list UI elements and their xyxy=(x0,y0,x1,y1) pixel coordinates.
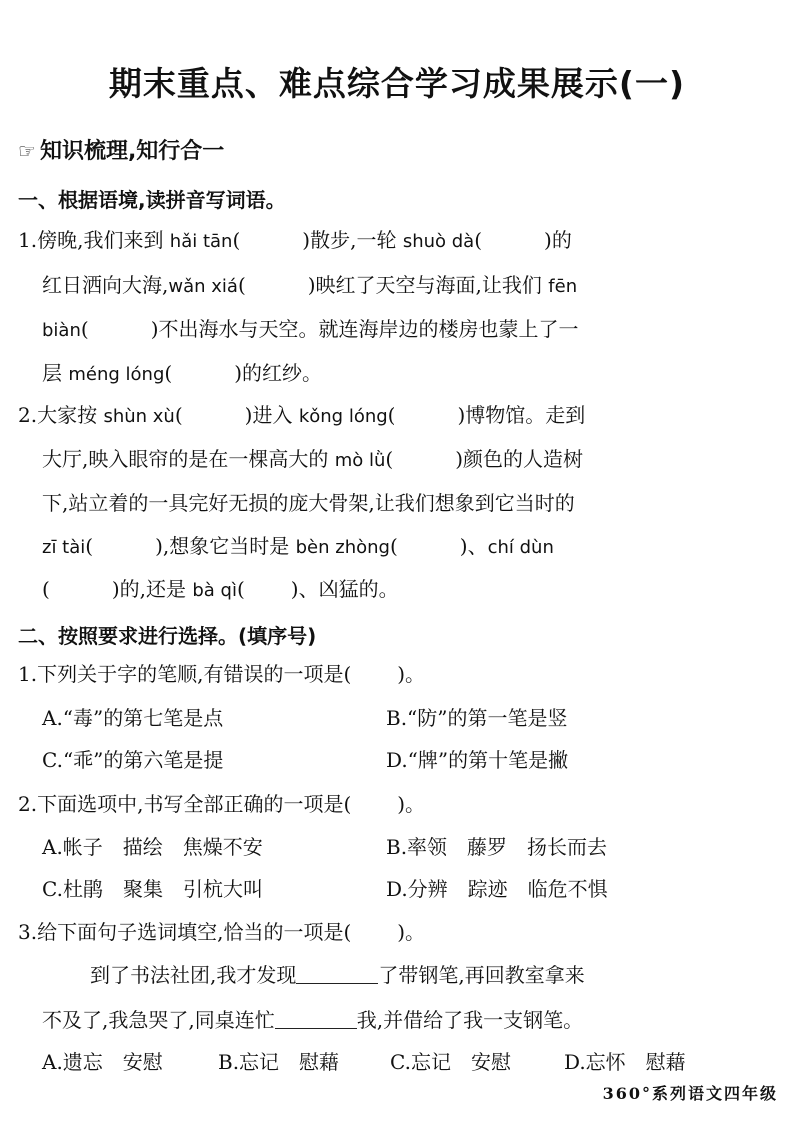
p2-q1-option-b: B.“防”的第一笔是竖 xyxy=(386,706,568,730)
page-title: 期末重点、难点综合学习成果展示(一) xyxy=(108,64,686,103)
p2-q1-option-d: D.“牌”的第十笔是撇 xyxy=(386,748,569,772)
p2-q1-option-a: A.“毒”的第七笔是点 xyxy=(42,706,224,730)
fill-blank-2[interactable] xyxy=(275,1010,357,1029)
pointing-hand-icon: ☞ xyxy=(18,139,36,163)
q2-line-1: 2.大家按 shùn xù( )进入 kǒng lóng( )博物馆。走到 xyxy=(18,403,586,427)
q2-line-5: ( )的,还是 bà qì( )、凶猛的。 xyxy=(42,577,399,601)
fill-blank-1[interactable] xyxy=(296,965,378,984)
p2-q2-option-a: A.帐子 描绘 焦燥不安 xyxy=(42,835,263,859)
p2-q3-option-c: C.忘记 安慰 xyxy=(390,1050,511,1074)
series-footer: 360°系列语文四年级 xyxy=(602,1084,778,1103)
q1-line-2: 红日洒向大海,wǎn xiá( )映红了天空与海面,让我们 fēn xyxy=(42,273,578,297)
p2-q1-stem: 1.下列关于字的笔顺,有错误的一项是( )。 xyxy=(18,662,426,686)
p2-q3-option-d: D.忘怀 慰藉 xyxy=(564,1050,686,1074)
p2-q3-passage-line-2: 不及了,我急哭了,同桌连忙 我,并借给了我一支钢笔。 xyxy=(42,1008,584,1032)
q1-line-1: 1.傍晚,我们来到 hǎi tān( )散步,一轮 shuò dà( )的 xyxy=(18,228,572,252)
q2-line-3: 下,站立着的一具完好无损的庞大骨架,让我们想象到它当时的 xyxy=(42,491,575,515)
p2-q3-option-a: A.遗忘 安慰 xyxy=(42,1050,163,1074)
q1-line-3: biàn( )不出海水与天空。就连海岸边的楼房也蒙上了一 xyxy=(42,317,579,341)
p2-q3-passage-line-1: 到了书法社团,我才发现 了带钢笔,再回教室拿来 xyxy=(90,963,585,987)
p2-q3-option-b: B.忘记 慰藉 xyxy=(218,1050,340,1074)
part2-heading: 二、按照要求进行选择。(填序号) xyxy=(18,624,317,648)
p2-q2-option-d: D.分辨 踪迹 临危不惧 xyxy=(386,877,608,901)
q2-line-4: zī tài( ),想象它当时是 bèn zhòng( )、chí dùn xyxy=(42,534,554,558)
p2-q2-option-c: C.杜鹃 聚集 引杭大叫 xyxy=(42,877,263,901)
q1-line-4: 层 méng lóng( )的红纱。 xyxy=(42,361,322,385)
p2-q3-stem: 3.给下面句子选词填空,恰当的一项是( )。 xyxy=(18,920,426,944)
p2-q2-option-b: B.率领 藤罗 扬长而去 xyxy=(386,835,608,859)
q2-line-2: 大厅,映入眼帘的是在一棵高大的 mò lǜ( )颜色的人造树 xyxy=(42,447,584,471)
section-heading xyxy=(18,134,224,165)
section-label: 知识梳理,知行合一 xyxy=(39,139,225,164)
p2-q1-option-c: C.“乖”的第六笔是提 xyxy=(42,748,224,772)
p2-q2-stem: 2.下面选项中,书写全部正确的一项是( )。 xyxy=(18,792,426,816)
part1-heading: 一、根据语境,读拼音写词语。 xyxy=(18,188,286,212)
